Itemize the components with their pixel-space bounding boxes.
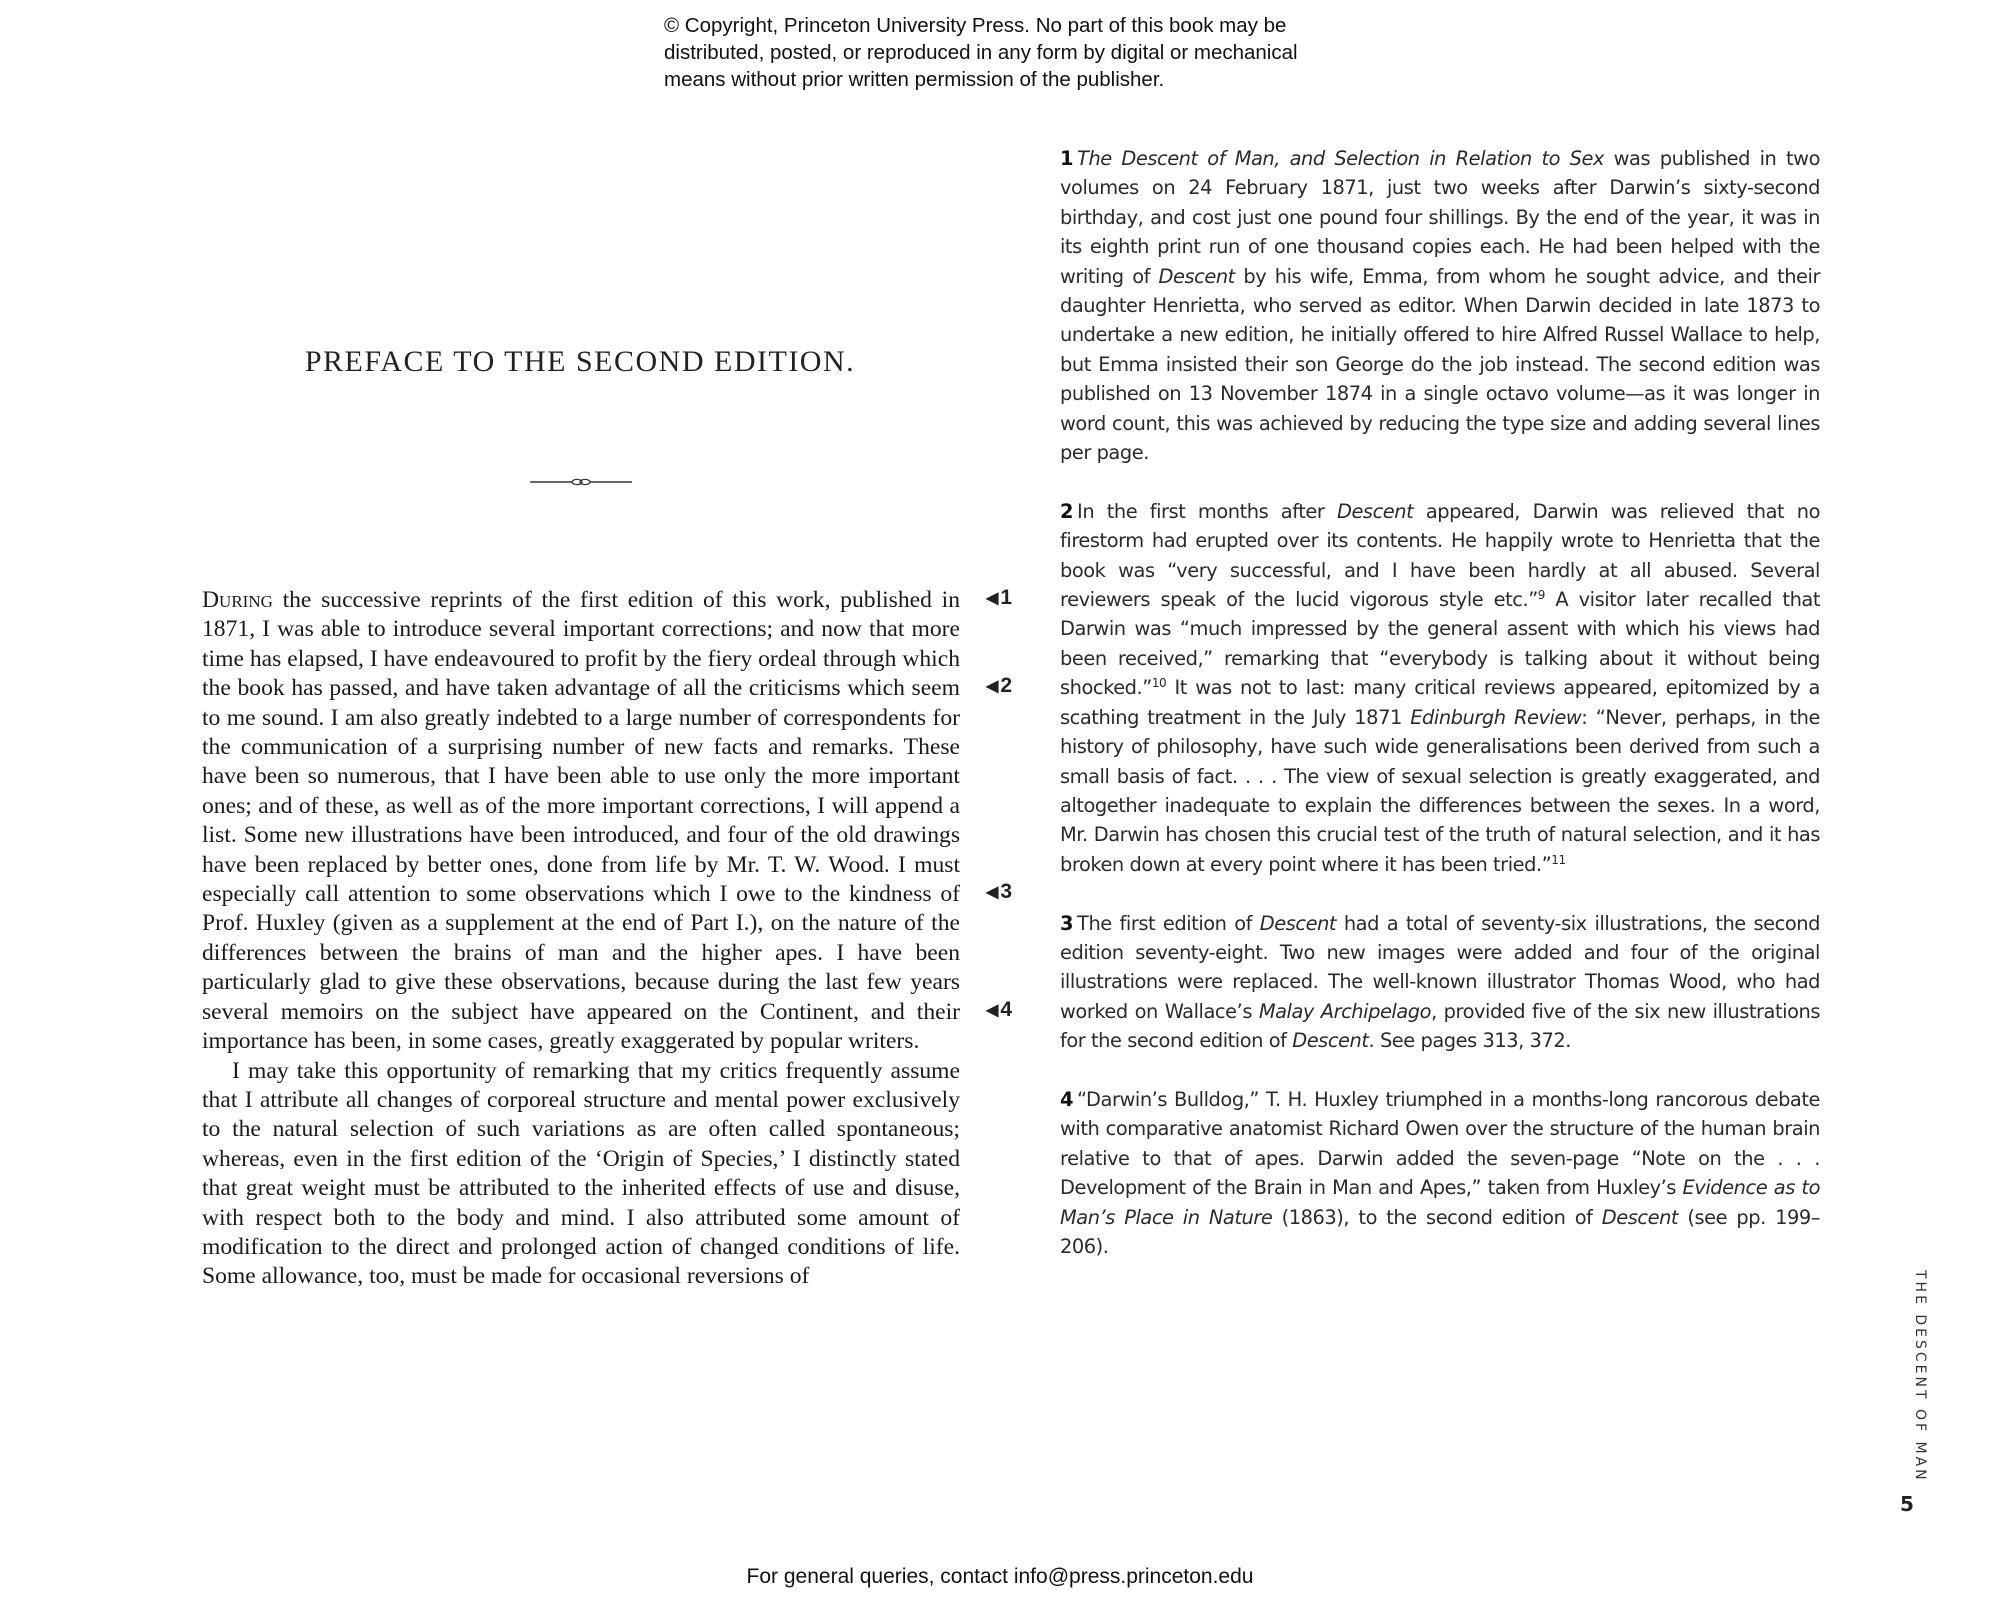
italic-title: Descent <box>1259 911 1337 935</box>
italic-title: Descent <box>1292 1029 1369 1053</box>
italic-title: Descent <box>1601 1205 1679 1229</box>
note-text: “Darwin’s Bulldog,” T. H. Huxley triumphed in a months-long rancorous debate with comparative anatomist Richard Owen over the structure of the human brain relative to that of apes. Darwin added the seven-page “Note on the . . . Development of the Brain in Man and Apes,” taken from Huxley’s <box>1060 1087 1820 1200</box>
note-text: In the first months after <box>1077 499 1337 523</box>
note-text: was published in two volumes on 24 February 1871, just two weeks after Darwin’s sixty-second birthday, and cost just one pound four shillings. By the end of the year, it was in its eighth print run of one thousand copies each. He had been helped with the writing of <box>1060 147 1820 288</box>
note-text: . See pages 313, 372. <box>1368 1029 1571 1053</box>
paragraph-text: the successive reprints of the first edition of this work, published in 1871, I was able to introduce several important corrections; and now that more time has elapsed, I have endeavoured to profit by the fiery ordeal through which the book has passed, and have taken advantage of all the criticisms which seem to me sound. I am also greatly indebted to a large number of correspondents for the communication of a surprising number of new facts and remarks. These have been so numerous, that I have been able to use only the more important ones; and of these, as well as of the more important corrections, I will append a list. Some new illustrations have been introduced, and four of the old drawings have been replaced by better ones, done from life by Mr. T. W. Wood. I must especially call attention to some observations which I owe to the kindness of Prof. Huxley (given as a supplement at the end of Part I.), on the nature of the differences between the brains of man and the higher apes. I have been particularly glad to give these observations, because during the last few years several memoirs on the subject have appeared on the Continent, and their importance has been, in some cases, greatly exaggerated by popular writers. <box>202 587 960 1055</box>
left-arrow-icon: ◀ <box>986 590 999 607</box>
copyright-line: © Copyright, Princeton University Press. No part of this book may be <box>664 14 1287 37</box>
footnote-ref: 9 <box>1537 588 1545 603</box>
note-marker-2[interactable] <box>986 674 1012 698</box>
annotation-column <box>1060 144 1820 1291</box>
note-text: : “Never, perhaps, in the history of philosophy, have such wide generalisations been derived from such a small basis of fact. . . . The view of sexual selection is greatly exaggerated, and altogether inadequate to explain the differences between the sexes. In a word, Mr. Darwin has chosen this crucial test of the truth of natural selection, and it has broken down at every point where it has been tried.” <box>1060 705 1820 876</box>
italic-title: Evidence as to Man’s Place in Nature <box>1060 1176 1820 1229</box>
italic-title: Descent <box>1158 264 1235 288</box>
footnote-ref: 11 <box>1551 852 1566 867</box>
annotation-note-1 <box>1060 144 1820 467</box>
note-text: A visitor later recalled that Darwin was “much impressed by the general assent with which his views had been received,” remarking that “everybody is talking about it without being shocked.” <box>1060 588 1820 700</box>
footer-contact: For general queries, contact info@press.princeton.edu <box>746 1565 1254 1588</box>
preface-body <box>202 586 960 1292</box>
left-arrow-icon: ◀ <box>986 884 999 901</box>
footnote-ref: 10 <box>1151 676 1167 691</box>
note-text: by his wife, Emma, from whom he sought advice, and their daughter Henrietta, who served as editor. When Darwin decided in late 1873 to undertake a new edition, he initially offered to hire Alfred Russel Wallace to help, but Emma insisted their son George do the job instead. The second edition was published on 13 November 1874 in a single octavo volume—as it was longer in word count, this was achieved by reducing the type size and adding several lines per page. <box>1060 264 1820 465</box>
note-number: 2 <box>1060 499 1074 523</box>
note-text: appeared, Darwin was relieved that no firestorm had erupted over its contents. He happily wrote to Henrietta that the book was “very successful, and I have been hardly at all abused. Several reviewers speak of the lucid vigorous style etc.” <box>1060 499 1821 612</box>
italic-title: The Descent of Man, and Selection in Relation to Sex <box>1077 147 1605 170</box>
page-number: 5 <box>1900 1492 1914 1516</box>
flourish-divider-icon <box>530 476 632 488</box>
running-title: THE DESCENT OF MAN <box>1912 1270 1928 1483</box>
italic-title: Edinburgh Review <box>1410 705 1582 729</box>
annotation-note-4 <box>1060 1085 1820 1261</box>
note-text: had a total of seventy-six illustrations, the second edition seventy-eight. Two new images were added and four of the original illustrations were replaced. The well-known illustrator Thomas Wood, who had worked on Wallace’s <box>1060 911 1820 1023</box>
annotation-note-3 <box>1060 909 1820 1056</box>
note-text: , provided five of the six new illustrations for the second edition of <box>1060 999 1820 1053</box>
note-text: (see pp. 199–206). <box>1060 1205 1821 1258</box>
note-text: (1863), to the second edition of <box>1272 1205 1602 1229</box>
note-marker-3[interactable] <box>986 880 1012 904</box>
marker-number: 4 <box>1000 998 1012 1021</box>
italic-title: Descent <box>1336 499 1414 523</box>
left-arrow-icon: ◀ <box>986 678 999 695</box>
copyright-line: distributed, posted, or reproduced in any form by digital or mechanical <box>664 41 1298 64</box>
note-number: 3 <box>1060 911 1074 935</box>
note-number: 4 <box>1060 1087 1074 1111</box>
note-marker-1[interactable] <box>986 586 1012 610</box>
note-number: 1 <box>1060 147 1074 170</box>
marker-number: 1 <box>1000 586 1012 609</box>
note-text: The first edition of <box>1077 911 1260 935</box>
preface-paragraph <box>202 586 960 1057</box>
copyright-line: means without prior written permission of the publisher. <box>664 68 1165 91</box>
marker-number: 2 <box>1000 674 1012 697</box>
opening-word: During <box>202 587 273 613</box>
marker-number: 3 <box>1000 880 1012 903</box>
note-text: It was not to last: many critical reviews appeared, epitomized by a scathing treatment in the July 1871 <box>1060 676 1820 729</box>
annotation-note-2 <box>1060 497 1820 879</box>
left-arrow-icon: ◀ <box>986 1002 999 1019</box>
preface-paragraph: I may take this opportunity of remarking that my critics frequently assume that I attribute all changes of corporeal structure and mental power exclusively to the natural selection of such variations as are often called spontaneous; whereas, even in the first edition of the ‘Origin of Species,’ I distinctly stated that great weight must be attributed to the inherited effects of use and disuse, with respect both to the body and mind. I also attributed some amount of modification to the direct and prolonged action of changed conditions of life. Some allowance, too, must be made for occasional reversions of <box>202 1057 960 1290</box>
italic-title: Malay Archipelago <box>1258 999 1432 1023</box>
copyright-notice <box>664 12 1384 93</box>
note-marker-4[interactable] <box>986 998 1012 1022</box>
preface-title: PREFACE TO THE SECOND EDITION. <box>304 345 856 378</box>
